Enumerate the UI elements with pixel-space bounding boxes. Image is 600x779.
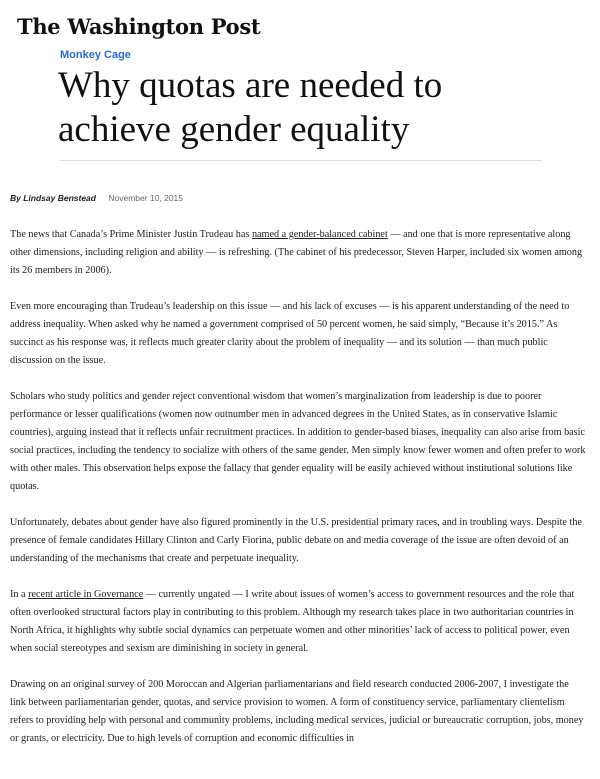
section-label[interactable]: Monkey Cage xyxy=(60,49,131,61)
article-body xyxy=(10,226,586,766)
paragraph-2: Even more encouraging than Trudeau’s leadership on this issue — and his lack of excuses — is his apparent understanding of the need to address inequality. When asked why he named a government comprised of 50 percent women, he said simply, “Because it’s 2015.” As succinct as his response was, it reflects much greater clarity about the problem of inequality — and its solution — than much public discussion on the issue. xyxy=(10,301,570,366)
byline-author[interactable]: By Lindsay Benstead xyxy=(10,193,96,203)
governance-article-link[interactable]: recent article in Governance xyxy=(28,589,144,600)
byline xyxy=(10,193,183,203)
paragraph-5 xyxy=(10,586,586,658)
paragraph-5-text-a: In a xyxy=(10,589,29,600)
masthead-logo[interactable]: The Washington Post xyxy=(17,14,261,39)
paragraph-5-text-b: — currently ungated — I write about issues of women’s access to government resources and the role that often overlooked structural factors play in contributing to this problem. Although my research takes place in two authoritarian countries in North Africa, it highlights why subtle social dynamics can perpetuate women and other minorities’ lack of access to political power, even when social stereotypes and sexism are diminishing in society in general. xyxy=(10,589,575,654)
paragraph-6: Drawing on an original survey of 200 Moroccan and Algerian parliamentarians and field research conducted 2006-2007, I investigate the link between parliamentarian gender, quotas, and service provision to women. A form of constituency service, parliamentary clientelism refers to providing help with personal and community problems, including medical services, judicial or bureaucratic corruption, jobs, money or grants, or electricity. Due to high levels of corruption and economic difficulties in xyxy=(10,679,584,744)
paragraph-3: Scholars who study politics and gender reject conventional wisdom that women’s marginalization from leadership is due to poorer performance or lesser qualifications (women now outnumber men in advanced degrees in the United States, as in conservative Islamic countries), arguing instead that it reflects unfair recruitment practices. In addition to gender-based biases, inequality can also arise from basic social practices, including the tendency to socialize with others of the same gender. Men simply know fewer women and often prefer to work with other males. This observation helps expose the fallacy that gender equality will be easily achieved without institutional solutions like quotas. xyxy=(10,391,586,492)
byline-date: November 10, 2015 xyxy=(108,193,184,203)
headline-divider xyxy=(60,160,542,161)
paragraph-4: Unfortunately, debates about gender have also figured prominently in the U.S. presidential primary races, and in troubling ways. Despite the presence of female candidates Hillary Clinton and Carly Fiorina, public debate on and media coverage of the issue are often devoid of an understanding of the mechanisms that create and perpetuate inequality. xyxy=(10,517,582,564)
paragraph-1 xyxy=(10,226,586,280)
article-headline: Why quotas are needed to achieve gender equality xyxy=(58,65,443,150)
paragraph-1-text-a: The news that Canada’s Prime Minister Justin Trudeau has xyxy=(10,229,252,240)
cabinet-link[interactable]: named a gender-balanced cabinet xyxy=(251,229,388,240)
paragraph-1-text-b: — and one that is more representative along other dimensions, including religion and ability — is refreshing. (The cabinet of his predecessor, Steven Harper, included six women among its 26 members in 2006). xyxy=(10,229,583,276)
